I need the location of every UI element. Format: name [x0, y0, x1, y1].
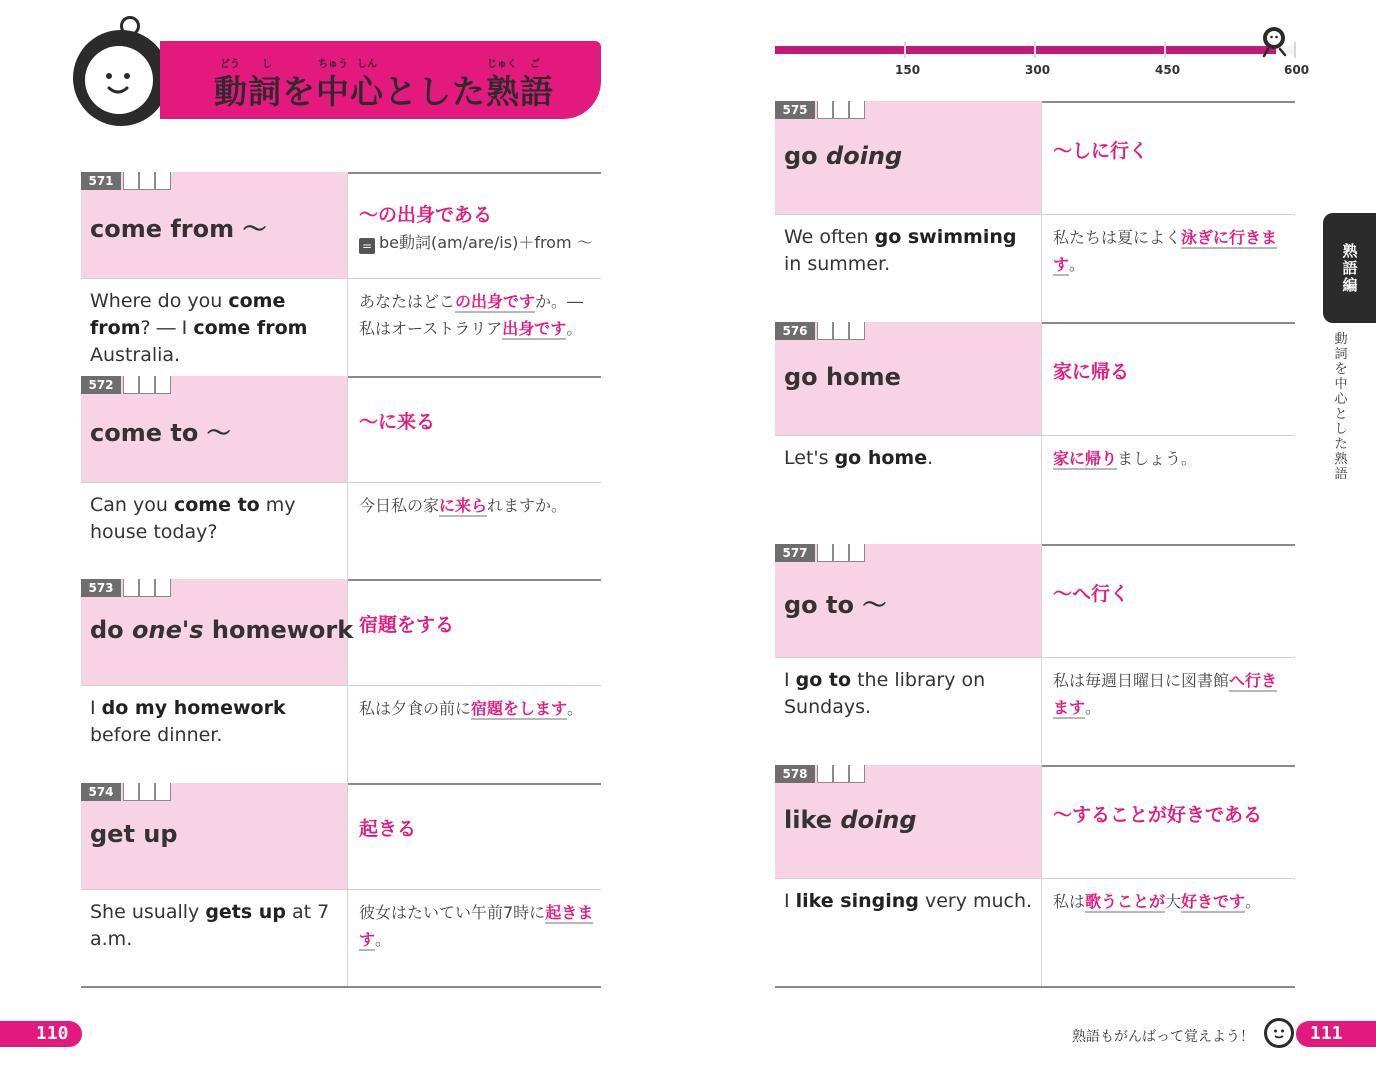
progress-tick: [904, 42, 906, 58]
column-divider: [347, 376, 348, 579]
check-box[interactable]: [123, 172, 139, 190]
check-box[interactable]: [139, 376, 155, 394]
right-page-number: 111: [1296, 1021, 1376, 1047]
example-sentence: Can you come to my house today?: [90, 494, 296, 543]
entry-card: [81, 579, 601, 783]
check-box[interactable]: [139, 172, 155, 190]
page-title: 動詞を中心とした熟語: [214, 72, 554, 111]
entry-card: [775, 765, 1295, 986]
column-divider: [347, 172, 348, 376]
entry-number: 576: [775, 322, 815, 340]
entry-mid-rule: [775, 214, 1295, 215]
example-sentence: Let's go home.: [784, 447, 934, 469]
phrase-meaning: 家に帰る: [1053, 360, 1130, 383]
entry-number: 578: [775, 765, 815, 783]
column-divider: [1041, 322, 1042, 544]
check-box[interactable]: [817, 544, 833, 562]
example-sentence: We often go swimming in summer.: [784, 226, 1017, 275]
check-box[interactable]: [155, 376, 171, 394]
entry-mid-rule: [775, 657, 1295, 658]
check-box[interactable]: [139, 783, 155, 801]
check-box[interactable]: [123, 579, 139, 597]
footer-smile-icon: [1267, 1021, 1291, 1045]
entry-number: 573: [81, 579, 121, 597]
usage-note: [359, 230, 593, 254]
side-tab-label: 熟語編: [1342, 242, 1358, 294]
entry-mid-rule: [775, 435, 1295, 436]
check-box[interactable]: [833, 765, 849, 783]
entry-mid-rule: [775, 878, 1295, 879]
entry-number: 575: [775, 101, 815, 119]
check-box[interactable]: [817, 322, 833, 340]
usage-note-text: be動詞(am/are/is)＋from 〜: [379, 233, 593, 252]
title-ruby-6: ご: [530, 59, 540, 70]
phrase-word: like doing: [784, 805, 917, 834]
entry-card: [81, 783, 601, 986]
mascot-icon: [73, 30, 169, 126]
example-translation: 今日私の家に来られますか。: [359, 496, 568, 515]
runner-mascot-icon: [1257, 24, 1291, 58]
mascot-face: [85, 46, 153, 114]
check-box[interactable]: [155, 172, 171, 190]
side-sub-label: 動詞を中心とした熟語: [1334, 332, 1348, 482]
left-bottom-rule: [81, 986, 601, 988]
example-translation: 私は歌うことが大好きです。: [1053, 892, 1262, 911]
phrase-meaning: 宿題をする: [359, 614, 455, 636]
phrase-meaning: 起きる: [359, 818, 417, 840]
progress-tick-label: 300: [1025, 63, 1051, 77]
example-sentence: Where do you come from? ― I come from Australia.: [90, 290, 308, 366]
progress-tick-label: 150: [895, 63, 921, 77]
footer-mascot-icon: [1264, 1018, 1294, 1048]
phrase-word: come to 〜: [90, 419, 231, 447]
column-divider: [1041, 101, 1042, 322]
entry-number: 572: [81, 376, 121, 394]
title-ruby-2: し: [262, 59, 272, 70]
check-box[interactable]: [849, 765, 865, 783]
example-sentence: I do my homework before dinner.: [90, 697, 286, 746]
left-page-number: 110: [0, 1021, 82, 1047]
title-ruby-4: しん: [357, 59, 377, 70]
entry-mid-rule: [81, 889, 601, 890]
title-ruby-1: どう: [220, 59, 240, 70]
check-box[interactable]: [139, 579, 155, 597]
entry-card: [775, 544, 1295, 765]
check-box[interactable]: [155, 579, 171, 597]
progress-fill: [775, 46, 1276, 54]
example-translation: あなたはどこの出身ですか。― 私はオーストラリア出身です。: [359, 292, 584, 338]
entry-card: [775, 322, 1295, 544]
phrase-meaning: 〜することが好きである: [1053, 803, 1263, 826]
example-sentence: I go to the library on Sundays.: [784, 669, 986, 718]
example-sentence: I like singing very much.: [784, 890, 1033, 912]
example-translation: 彼女はたいてい午前7時に起きます。: [359, 903, 594, 949]
title-ruby-5: じゅく: [487, 59, 517, 70]
example-translation: 私たちは夏によく泳ぎに行きます。: [1053, 228, 1278, 274]
progress-tick-label: 600: [1284, 63, 1310, 77]
title-ruby-3: ちゅう: [318, 59, 348, 70]
entry-card: [81, 376, 601, 579]
check-box[interactable]: [849, 101, 865, 119]
entry-number: 574: [81, 783, 121, 801]
entry-number: 577: [775, 544, 815, 562]
check-box[interactable]: [833, 544, 849, 562]
phrase-word: get up: [90, 820, 178, 848]
check-box[interactable]: [123, 376, 139, 394]
phrase-meaning: 〜の出身である: [359, 204, 493, 226]
entry-mid-rule: [81, 685, 601, 686]
progress-tick: [1294, 42, 1296, 58]
phrase-word: go doing: [784, 141, 903, 170]
column-divider: [1041, 765, 1042, 986]
check-box[interactable]: [817, 765, 833, 783]
section-side-tab[interactable]: [1323, 213, 1376, 323]
check-box[interactable]: [833, 322, 849, 340]
entry-mid-rule: [81, 482, 601, 483]
check-box[interactable]: [849, 544, 865, 562]
entry-mid-rule: [81, 278, 601, 279]
check-box[interactable]: [123, 783, 139, 801]
entry-number: 571: [81, 172, 121, 190]
check-box[interactable]: [817, 101, 833, 119]
example-sentence: She usually gets up at 7 a.m.: [90, 901, 330, 950]
progress-tick: [1164, 42, 1166, 58]
right-bottom-rule: [775, 986, 1295, 988]
column-divider: [1041, 544, 1042, 765]
example-translation: 私は夕食の前に宿題をします。: [359, 699, 584, 718]
example-translation: 私は毎週日曜日に図書館へ行きます。: [1053, 671, 1278, 717]
entry-card: [775, 101, 1295, 322]
phrase-meaning: 〜しに行く: [1053, 139, 1149, 162]
equals-icon: =: [359, 238, 375, 254]
phrase-word: go home: [784, 362, 901, 391]
example-translation: 家に帰りましょう。: [1053, 449, 1198, 468]
entry-card: [81, 172, 601, 376]
phrase-meaning: 〜に来る: [359, 411, 436, 433]
phrase-word: do one's homework: [90, 616, 354, 644]
phrase-word: come from 〜: [90, 215, 267, 243]
column-divider: [347, 783, 348, 986]
check-box[interactable]: [833, 101, 849, 119]
footer-message: 熟語もがんばって覚えよう！: [1072, 1029, 1254, 1045]
check-box[interactable]: [155, 783, 171, 801]
progress-tick-label: 450: [1155, 63, 1181, 77]
column-divider: [347, 579, 348, 783]
progress-tick: [1034, 42, 1036, 58]
phrase-meaning: 〜へ行く: [1053, 582, 1130, 605]
check-box[interactable]: [849, 322, 865, 340]
phrase-word: go to 〜: [784, 590, 887, 619]
mascot-face-icon: [85, 46, 153, 114]
